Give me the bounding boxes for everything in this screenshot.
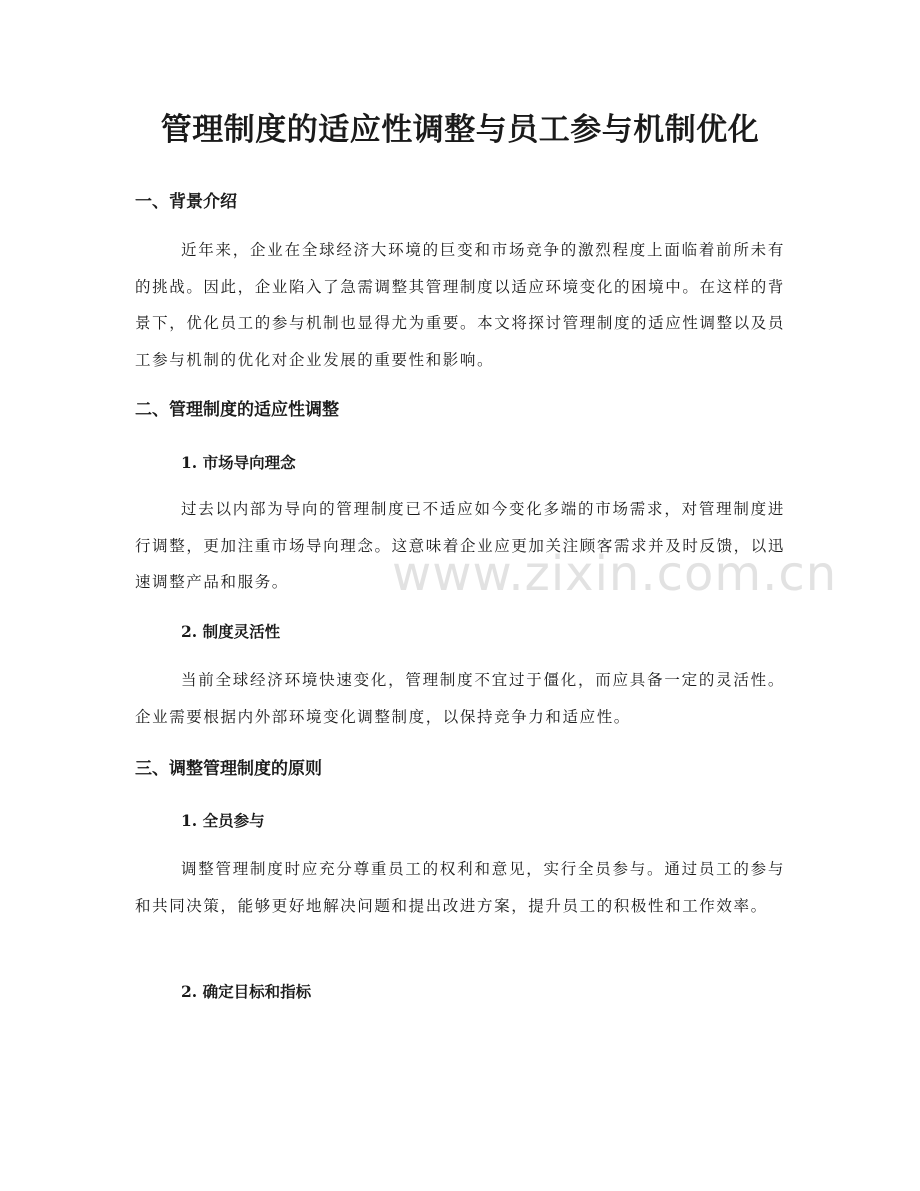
subsection-heading-flexibility: 2. 制度灵活性 bbox=[181, 622, 281, 641]
paragraph-flexibility: 当前全球经济环境快速变化，管理制度不宜过于僵化，而应具备一定的灵活性。企业需要根据内外部环境变化调整制度，以保持竞争力和适应性。 bbox=[135, 671, 785, 726]
subsection-heading-full-participation: 1. 全员参与 bbox=[181, 811, 265, 830]
paragraph-market-orientation: 过去以内部为导向的管理制度已不适应如今变化多端的市场需求，对管理制度进行调整，更加注重市场导向理念。这意味着企业应更加关注顾客需求并及时反馈，以迅速调整产品和服务。 bbox=[135, 500, 785, 591]
section-heading-background: 一、背景介绍 bbox=[135, 192, 237, 212]
document-title: 管理制度的适应性调整与员工参与机制优化 bbox=[160, 112, 760, 148]
watermark-text: www.zixin.com.cn bbox=[392, 546, 838, 602]
subsection-heading-market-orientation: 1. 市场导向理念 bbox=[181, 453, 296, 472]
paragraph-background: 近年来，企业在全球经济大环境的巨变和市场竞争的激烈程度上面临着前所未有的挑战。因此，企业陷入了急需调整其管理制度以适应环境变化的困境中。在这样的背景下，优化员工的参与机制也显得尤为重要。本文将探讨管理制度的适应性调整以及员工参与机制的优化对企业发展的重要性和影响。 bbox=[135, 241, 785, 369]
section-heading-principles: 三、调整管理制度的原则 bbox=[135, 759, 322, 779]
subsection-heading-goals-indicators: 2. 确定目标和指标 bbox=[181, 982, 312, 1001]
section-heading-adaptive-adjustment: 二、管理制度的适应性调整 bbox=[135, 400, 339, 420]
paragraph-full-participation: 调整管理制度时应充分尊重员工的权利和意见，实行全员参与。通过员工的参与和共同决策，能够更好地解决问题和提出改进方案，提升员工的积极性和工作效率。 bbox=[135, 860, 785, 915]
